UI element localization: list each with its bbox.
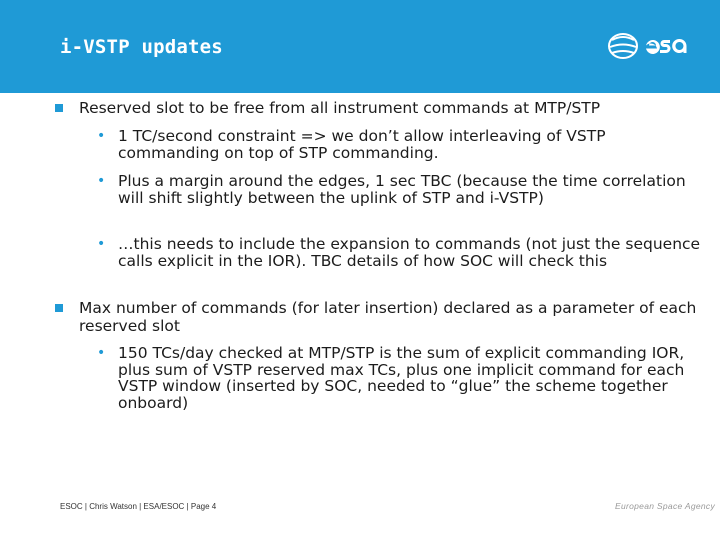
- bullet-1: [79, 99, 699, 117]
- sub-bullet-text: 1 TC/second constraint => we don’t allow interleaving of VSTP commanding on top of STP commanding.: [118, 127, 606, 162]
- sub-bullet-1-1: [97, 127, 703, 162]
- esa-lettering: [646, 39, 687, 54]
- sub-bullet-text: Plus a margin around the edges, 1 sec TBC (because the time correlation will shift slightly between the uplink of STP and i-VSTP): [118, 172, 686, 207]
- bullet-text: Reserved slot to be free from all instrument commands at MTP/STP: [79, 99, 601, 117]
- bullet-text: Max number of commands (for later insertion) declared as a parameter of each reserved slot: [79, 299, 697, 335]
- sub-bullet-text: 150 TCs/day checked at MTP/STP is the sum of explicit commanding IOR, plus sum of VSTP reserved max TCs, plus one implicit command for each VSTP window (inserted by SOC, needed to “glue” the scheme together onboard): [118, 344, 685, 412]
- slide-header: [0, 0, 720, 93]
- sub-bullet-text: …this needs to include the expansion to commands (not just the sequence calls explicit in the IOR). TBC details of how SOC will check this: [118, 235, 701, 270]
- agency-name: European Space Agency: [615, 501, 716, 511]
- bullet-2: [79, 299, 699, 335]
- square-bullet-icon: [55, 104, 63, 112]
- dot-bullet-icon: •: [97, 345, 106, 361]
- dot-bullet-icon: •: [97, 236, 106, 252]
- sub-bullet-2-1: [97, 344, 703, 412]
- square-bullet-icon: [55, 304, 63, 312]
- sub-bullet-1-2: [97, 172, 703, 207]
- slide-footer: ESOC | Chris Watson | ESA/ESOC | Page 4: [60, 502, 217, 511]
- sub-bullet-1-3: [97, 235, 703, 270]
- dot-bullet-icon: •: [97, 173, 106, 189]
- dot-bullet-icon: •: [97, 128, 106, 144]
- slide-title: i-VSTP updates: [60, 36, 223, 58]
- esa-emblem-icon: [609, 34, 637, 58]
- esa-logo: [606, 28, 706, 64]
